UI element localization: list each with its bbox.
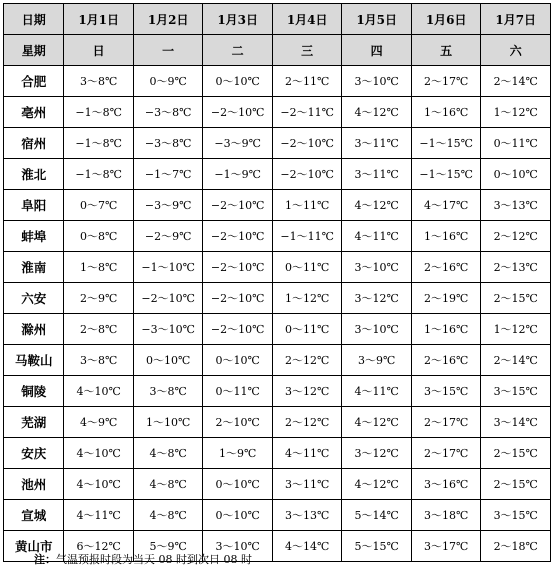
temperature-cell: 3～15℃ bbox=[481, 500, 551, 531]
city-name: 亳州 bbox=[4, 97, 64, 128]
temperature-cell: 4～12℃ bbox=[342, 469, 412, 500]
temperature-cell: 3～16℃ bbox=[411, 469, 481, 500]
table-body bbox=[4, 66, 551, 562]
temperature-cell: 2～12℃ bbox=[481, 221, 551, 252]
temperature-cell: 0～11℃ bbox=[272, 314, 342, 345]
temperature-cell: 1～16℃ bbox=[411, 97, 481, 128]
footnote bbox=[34, 551, 252, 567]
temperature-cell: 5～9℃ bbox=[133, 531, 203, 562]
temperature-cell: −1～8℃ bbox=[64, 159, 134, 190]
temperature-cell: 0～11℃ bbox=[481, 128, 551, 159]
city-name: 滁州 bbox=[4, 314, 64, 345]
city-name: 合肥 bbox=[4, 66, 64, 97]
temperature-cell: 4～12℃ bbox=[342, 407, 412, 438]
temperature-cell: 1～12℃ bbox=[481, 97, 551, 128]
temperature-cell: 3～8℃ bbox=[133, 376, 203, 407]
table-row bbox=[4, 376, 551, 407]
city-name: 池州 bbox=[4, 469, 64, 500]
date-header-cell: 1月1日 bbox=[64, 4, 134, 35]
temperature-cell: 4～8℃ bbox=[133, 438, 203, 469]
temperature-cell: 3～10℃ bbox=[342, 252, 412, 283]
city-name: 淮南 bbox=[4, 252, 64, 283]
temperature-cell: 2～17℃ bbox=[411, 438, 481, 469]
temperature-cell: 4～11℃ bbox=[272, 438, 342, 469]
temperature-cell: −2～9℃ bbox=[133, 221, 203, 252]
weekday-header-cell: 二 bbox=[203, 35, 273, 66]
date-row bbox=[4, 4, 551, 35]
city-name: 阜阳 bbox=[4, 190, 64, 221]
temperature-cell: 3～12℃ bbox=[272, 376, 342, 407]
temperature-cell: 3～15℃ bbox=[481, 376, 551, 407]
weekday-header-cell: 三 bbox=[272, 35, 342, 66]
temperature-cell: 2～13℃ bbox=[481, 252, 551, 283]
weekday-header-cell: 一 bbox=[133, 35, 203, 66]
temperature-cell: 0～11℃ bbox=[272, 252, 342, 283]
temperature-cell: −1～8℃ bbox=[64, 128, 134, 159]
footnote-text: 气温预报时段为当天 08 时到次日 08 时 bbox=[56, 553, 252, 566]
temperature-cell: 4～10℃ bbox=[64, 469, 134, 500]
temperature-cell: 2～12℃ bbox=[272, 407, 342, 438]
date-header-cell: 1月2日 bbox=[133, 4, 203, 35]
weekday-header-cell: 日 bbox=[64, 35, 134, 66]
temperature-cell: −1～15℃ bbox=[411, 159, 481, 190]
temperature-cell: 2～15℃ bbox=[481, 283, 551, 314]
temperature-cell: −2～10℃ bbox=[272, 159, 342, 190]
temperature-cell: 1～9℃ bbox=[203, 438, 273, 469]
temperature-cell: 0～7℃ bbox=[64, 190, 134, 221]
temperature-cell: 1～8℃ bbox=[64, 252, 134, 283]
temperature-cell: 1～16℃ bbox=[411, 221, 481, 252]
temperature-cell: −2～10℃ bbox=[203, 221, 273, 252]
temperature-cell: 3～12℃ bbox=[342, 283, 412, 314]
temperature-cell: 4～10℃ bbox=[64, 438, 134, 469]
temperature-cell: −1～11℃ bbox=[272, 221, 342, 252]
temperature-cell: 3～9℃ bbox=[342, 345, 412, 376]
temperature-cell: 3～13℃ bbox=[272, 500, 342, 531]
temperature-cell: 3～8℃ bbox=[64, 66, 134, 97]
temperature-cell: −2～10℃ bbox=[203, 252, 273, 283]
temperature-cell: 4～17℃ bbox=[411, 190, 481, 221]
temperature-cell: −2～10℃ bbox=[272, 128, 342, 159]
table-row bbox=[4, 438, 551, 469]
city-name: 安庆 bbox=[4, 438, 64, 469]
date-header-cell: 1月7日 bbox=[481, 4, 551, 35]
temperature-cell: −2～10℃ bbox=[133, 283, 203, 314]
temperature-cell: 4～11℃ bbox=[342, 376, 412, 407]
temperature-cell: 2～16℃ bbox=[411, 345, 481, 376]
temperature-cell: 4～14℃ bbox=[272, 531, 342, 562]
temperature-cell: 2～8℃ bbox=[64, 314, 134, 345]
weekday-label: 星期 bbox=[4, 35, 64, 66]
table-row bbox=[4, 500, 551, 531]
temperature-cell: 2～16℃ bbox=[411, 252, 481, 283]
temperature-cell: 4～12℃ bbox=[342, 190, 412, 221]
temperature-cell: 4～9℃ bbox=[64, 407, 134, 438]
temperature-cell: 2～12℃ bbox=[272, 345, 342, 376]
temperature-cell: 1～12℃ bbox=[272, 283, 342, 314]
temperature-cell: 3～13℃ bbox=[481, 190, 551, 221]
temperature-cell: 1～11℃ bbox=[272, 190, 342, 221]
temperature-cell: 0～9℃ bbox=[133, 66, 203, 97]
temperature-cell: 4～8℃ bbox=[133, 469, 203, 500]
temperature-cell: 3～11℃ bbox=[272, 469, 342, 500]
temperature-cell: −2～10℃ bbox=[203, 97, 273, 128]
temperature-cell: 5～15℃ bbox=[342, 531, 412, 562]
date-header-cell: 1月3日 bbox=[203, 4, 273, 35]
temperature-cell: 0～10℃ bbox=[203, 66, 273, 97]
table-row bbox=[4, 314, 551, 345]
temperature-cell: 3～8℃ bbox=[64, 345, 134, 376]
footnote-label: 注： bbox=[34, 553, 56, 566]
temperature-cell: 4～10℃ bbox=[64, 376, 134, 407]
weekday-header-cell: 六 bbox=[481, 35, 551, 66]
table-row bbox=[4, 128, 551, 159]
temperature-cell: 2～14℃ bbox=[481, 345, 551, 376]
temperature-cell: 2～17℃ bbox=[411, 66, 481, 97]
temperature-cell: −3～10℃ bbox=[133, 314, 203, 345]
temperature-cell: 2～11℃ bbox=[272, 66, 342, 97]
temperature-cell: 2～9℃ bbox=[64, 283, 134, 314]
temperature-cell: 4～11℃ bbox=[64, 500, 134, 531]
temperature-cell: 1～10℃ bbox=[133, 407, 203, 438]
temperature-cell: 0～10℃ bbox=[203, 500, 273, 531]
table-row bbox=[4, 221, 551, 252]
temperature-cell: 3～17℃ bbox=[411, 531, 481, 562]
temperature-cell: 2～15℃ bbox=[481, 438, 551, 469]
date-header-cell: 1月6日 bbox=[411, 4, 481, 35]
temperature-cell: 2～18℃ bbox=[481, 531, 551, 562]
temperature-cell: 2～15℃ bbox=[481, 469, 551, 500]
temperature-cell: 0～8℃ bbox=[64, 221, 134, 252]
table-row bbox=[4, 97, 551, 128]
temperature-cell: 2～19℃ bbox=[411, 283, 481, 314]
temperature-cell: −2～10℃ bbox=[203, 190, 273, 221]
temperature-cell: 0～10℃ bbox=[203, 345, 273, 376]
temperature-cell: −1～7℃ bbox=[133, 159, 203, 190]
temperature-cell: 0～10℃ bbox=[203, 469, 273, 500]
temperature-cell: 0～10℃ bbox=[481, 159, 551, 190]
temperature-cell: 3～10℃ bbox=[203, 531, 273, 562]
date-header-cell: 1月4日 bbox=[272, 4, 342, 35]
temperature-cell: 3～11℃ bbox=[342, 159, 412, 190]
temperature-cell: 4～11℃ bbox=[342, 221, 412, 252]
date-header-cell: 1月5日 bbox=[342, 4, 412, 35]
temperature-cell: −3～9℃ bbox=[133, 190, 203, 221]
table-row bbox=[4, 66, 551, 97]
table-header bbox=[4, 4, 551, 66]
temperature-cell: 0～11℃ bbox=[203, 376, 273, 407]
temperature-cell: −2～10℃ bbox=[203, 314, 273, 345]
city-name: 淮北 bbox=[4, 159, 64, 190]
temperature-cell: 0～10℃ bbox=[133, 345, 203, 376]
temperature-cell: 2～14℃ bbox=[481, 66, 551, 97]
temperature-cell: −1～8℃ bbox=[64, 97, 134, 128]
temperature-cell: 4～12℃ bbox=[342, 97, 412, 128]
weekday-header-cell: 五 bbox=[411, 35, 481, 66]
table-row bbox=[4, 283, 551, 314]
temperature-cell: −3～8℃ bbox=[133, 97, 203, 128]
weekday-header-cell: 四 bbox=[342, 35, 412, 66]
temperature-cell: 4～8℃ bbox=[133, 500, 203, 531]
temperature-cell: 1～12℃ bbox=[481, 314, 551, 345]
temperature-cell: −1～9℃ bbox=[203, 159, 273, 190]
weekday-row bbox=[4, 35, 551, 66]
table-row bbox=[4, 469, 551, 500]
temperature-cell: 3～12℃ bbox=[342, 438, 412, 469]
city-name: 宿州 bbox=[4, 128, 64, 159]
temperature-cell: 3～18℃ bbox=[411, 500, 481, 531]
city-name: 蚌埠 bbox=[4, 221, 64, 252]
city-name: 芜湖 bbox=[4, 407, 64, 438]
temperature-cell: 6～12℃ bbox=[64, 531, 134, 562]
table-row bbox=[4, 407, 551, 438]
city-name: 铜陵 bbox=[4, 376, 64, 407]
temperature-cell: 2～17℃ bbox=[411, 407, 481, 438]
table-row bbox=[4, 159, 551, 190]
city-name: 黄山市 bbox=[4, 531, 64, 562]
temperature-cell: 3～10℃ bbox=[342, 66, 412, 97]
table-row bbox=[4, 345, 551, 376]
date-label: 日期 bbox=[4, 4, 64, 35]
weather-forecast-table bbox=[3, 3, 551, 562]
table-row bbox=[4, 190, 551, 221]
temperature-cell: −1～15℃ bbox=[411, 128, 481, 159]
temperature-cell: 3～11℃ bbox=[342, 128, 412, 159]
temperature-cell: 3～15℃ bbox=[411, 376, 481, 407]
temperature-cell: 1～16℃ bbox=[411, 314, 481, 345]
temperature-cell: −1～10℃ bbox=[133, 252, 203, 283]
table-row bbox=[4, 252, 551, 283]
temperature-cell: −2～11℃ bbox=[272, 97, 342, 128]
temperature-cell: −2～10℃ bbox=[203, 283, 273, 314]
city-name: 马鞍山 bbox=[4, 345, 64, 376]
temperature-cell: 3～14℃ bbox=[481, 407, 551, 438]
temperature-cell: 5～14℃ bbox=[342, 500, 412, 531]
temperature-cell: −3～8℃ bbox=[133, 128, 203, 159]
temperature-cell: −3～9℃ bbox=[203, 128, 273, 159]
temperature-cell: 3～10℃ bbox=[342, 314, 412, 345]
city-name: 六安 bbox=[4, 283, 64, 314]
temperature-cell: 2～10℃ bbox=[203, 407, 273, 438]
city-name: 宣城 bbox=[4, 500, 64, 531]
